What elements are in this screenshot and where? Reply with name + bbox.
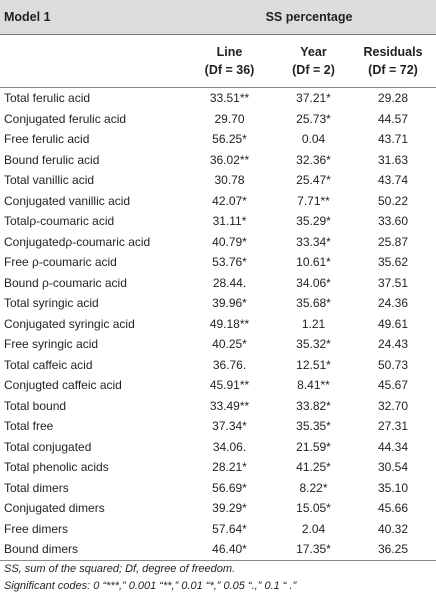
line-value: 45.91** bbox=[209, 378, 250, 393]
row-label: Total caffeic acid bbox=[4, 357, 93, 372]
year-value: 2.04 bbox=[301, 521, 326, 536]
header-row-top bbox=[0, 0, 436, 35]
year-value: 10.61* bbox=[296, 255, 331, 270]
ss-percentage-header: SS percentage bbox=[182, 0, 436, 35]
row-label: Total vanillic acid bbox=[4, 173, 95, 188]
footnote-abbreviations: SS, sum of the squared; Df, degree of freedom. bbox=[4, 563, 236, 575]
column-header-line bbox=[182, 35, 277, 88]
year-value: 7.71** bbox=[297, 193, 330, 208]
line-value: 46.40* bbox=[182, 539, 277, 560]
row-label: Conjugated vanillic acid bbox=[4, 193, 131, 208]
year-value: 12.51* bbox=[296, 357, 331, 372]
table-row bbox=[0, 539, 436, 560]
residuals-value: 29.28 bbox=[378, 91, 409, 106]
residuals-value: 33.60 bbox=[378, 214, 409, 229]
empty-header-cell bbox=[0, 35, 182, 88]
table-row bbox=[0, 191, 436, 212]
row-label: Free syringic acid bbox=[4, 337, 99, 352]
row-label: Conjugated syringic acid bbox=[4, 316, 135, 331]
table-row bbox=[0, 273, 436, 294]
line-value: 53.76* bbox=[212, 255, 247, 270]
row-label: Free ρ-coumaric acid bbox=[4, 255, 117, 270]
table-row bbox=[0, 170, 436, 191]
year-value: 35.68* bbox=[296, 296, 331, 311]
table-row bbox=[0, 355, 436, 376]
year-value: 37.21* bbox=[296, 91, 331, 106]
row-label: Total free bbox=[4, 419, 54, 434]
residuals-value: 25.87 bbox=[378, 234, 409, 249]
table-row bbox=[0, 293, 436, 314]
year-value: 41.25* bbox=[296, 460, 331, 475]
line-value: 42.07* bbox=[212, 193, 247, 208]
year-value: 1.21 bbox=[301, 316, 326, 331]
year-value: 25.47* bbox=[296, 173, 331, 188]
residuals-value: 24.43 bbox=[378, 337, 409, 352]
year-value: 34.06* bbox=[296, 275, 331, 290]
table-row bbox=[0, 416, 436, 437]
table-row bbox=[0, 519, 436, 540]
line-value: 40.79* bbox=[212, 234, 247, 249]
table-row bbox=[0, 129, 436, 150]
residuals-value: 35.10 bbox=[378, 480, 409, 495]
line-value: 34.06. bbox=[212, 439, 247, 454]
residuals-value: 24.36 bbox=[378, 296, 409, 311]
line-value: 33.49** bbox=[209, 398, 250, 413]
line-value: 36.76. bbox=[212, 357, 247, 372]
residuals-value: 44.57 bbox=[378, 111, 409, 126]
year-value: 17.35* bbox=[277, 539, 350, 560]
year-value: 0.04 bbox=[301, 132, 326, 147]
residuals-value: 36.25 bbox=[350, 539, 436, 560]
line-value: 36.02** bbox=[209, 152, 250, 167]
line-value: 57.64* bbox=[212, 521, 247, 536]
residuals-value: 35.62 bbox=[378, 255, 409, 270]
table-row bbox=[0, 457, 436, 478]
table-row bbox=[0, 109, 436, 130]
table-row bbox=[0, 334, 436, 355]
header-row-columns bbox=[0, 35, 436, 88]
year-value: 32.36* bbox=[296, 152, 331, 167]
row-label: Free ferulic acid bbox=[4, 132, 90, 147]
column-df: (Df = 2) bbox=[292, 63, 335, 77]
row-label: Conjugated ferulic acid bbox=[4, 111, 127, 126]
table-body bbox=[0, 88, 436, 561]
column-header-year bbox=[277, 35, 350, 88]
year-value: 8.41** bbox=[297, 378, 330, 393]
column-df: (Df = 72) bbox=[368, 63, 418, 77]
table-row bbox=[0, 252, 436, 273]
row-label: Free dimers bbox=[4, 521, 69, 536]
line-value: 31.11* bbox=[212, 214, 247, 229]
residuals-value: 50.73 bbox=[378, 357, 409, 372]
line-value: 39.96* bbox=[212, 296, 247, 311]
year-value: 33.82* bbox=[296, 398, 331, 413]
residuals-value: 49.61 bbox=[378, 316, 409, 331]
row-label: Conjugated dimers bbox=[4, 501, 105, 516]
residuals-value: 45.67 bbox=[378, 378, 409, 393]
table-row bbox=[0, 478, 436, 499]
year-value: 33.34* bbox=[296, 234, 331, 249]
table-footnotes bbox=[4, 561, 434, 595]
residuals-value: 45.66 bbox=[378, 501, 409, 516]
table-row bbox=[0, 498, 436, 519]
year-value: 21.59* bbox=[296, 439, 331, 454]
residuals-value: 37.51 bbox=[378, 275, 409, 290]
year-value: 15.05* bbox=[296, 501, 331, 516]
row-label: Conjugted caffeic acid bbox=[4, 378, 122, 393]
row-label: Total phenolic acids bbox=[4, 460, 109, 475]
row-label: Bound ferulic acid bbox=[4, 152, 100, 167]
residuals-value: 32.70 bbox=[378, 398, 409, 413]
year-value: 35.32* bbox=[296, 337, 331, 352]
line-value: 29.70 bbox=[214, 111, 245, 126]
residuals-value: 43.74 bbox=[378, 173, 409, 188]
residuals-value: 40.32 bbox=[378, 521, 409, 536]
line-value: 33.51** bbox=[209, 91, 250, 106]
column-name: Year bbox=[300, 45, 327, 59]
line-value: 49.18** bbox=[209, 316, 250, 331]
model-header: Model 1 bbox=[0, 0, 182, 35]
table-row bbox=[0, 375, 436, 396]
year-value: 35.29* bbox=[296, 214, 331, 229]
column-name: Line bbox=[216, 45, 243, 59]
table-row bbox=[0, 150, 436, 171]
row-label: Total syringic acid bbox=[4, 296, 99, 311]
residuals-value: 30.54 bbox=[378, 460, 409, 475]
line-value: 28.44. bbox=[212, 275, 247, 290]
year-value: 35.35* bbox=[296, 419, 331, 434]
residuals-value: 31.63 bbox=[378, 152, 409, 167]
row-label: Total dimers bbox=[4, 480, 69, 495]
line-value: 37.34* bbox=[212, 419, 247, 434]
column-header-residuals bbox=[350, 35, 436, 88]
residuals-value: 44.34 bbox=[378, 439, 409, 454]
line-value: 39.29* bbox=[212, 501, 247, 516]
line-value: 56.25* bbox=[212, 132, 247, 147]
year-value: 25.73* bbox=[296, 111, 331, 126]
line-value: 56.69* bbox=[212, 480, 247, 495]
residuals-value: 27.31 bbox=[378, 419, 409, 434]
table-row bbox=[0, 396, 436, 417]
column-df: (Df = 36) bbox=[204, 63, 255, 77]
residuals-value: 50.22 bbox=[378, 193, 409, 208]
row-label: Total ferulic acid bbox=[4, 91, 91, 106]
table-row bbox=[0, 437, 436, 458]
column-name: Residuals bbox=[363, 45, 423, 59]
row-label: Total conjugated bbox=[4, 439, 92, 454]
row-label: Total bound bbox=[4, 398, 67, 413]
year-value: 8.22* bbox=[299, 480, 328, 495]
row-label: Bound dimers bbox=[0, 539, 182, 560]
line-value: 28.21* bbox=[212, 460, 247, 475]
footnote-significance-codes: Significant codes: 0 “***,” 0.001 “**,” 0.01 “*,” 0.05 “.,” 0.1 “ .” bbox=[4, 580, 297, 592]
line-value: 40.25* bbox=[212, 337, 247, 352]
table-row bbox=[0, 314, 436, 335]
row-label: Bound ρ-coumaric acid bbox=[4, 275, 127, 290]
table-row bbox=[0, 88, 436, 109]
row-label: Conjugatedρ-coumaric acid bbox=[4, 234, 151, 249]
table-row bbox=[0, 211, 436, 232]
residuals-value: 43.71 bbox=[378, 132, 409, 147]
table-row bbox=[0, 232, 436, 253]
line-value: 30.78 bbox=[214, 173, 245, 188]
row-label: Totalρ-coumaric acid bbox=[4, 214, 115, 229]
